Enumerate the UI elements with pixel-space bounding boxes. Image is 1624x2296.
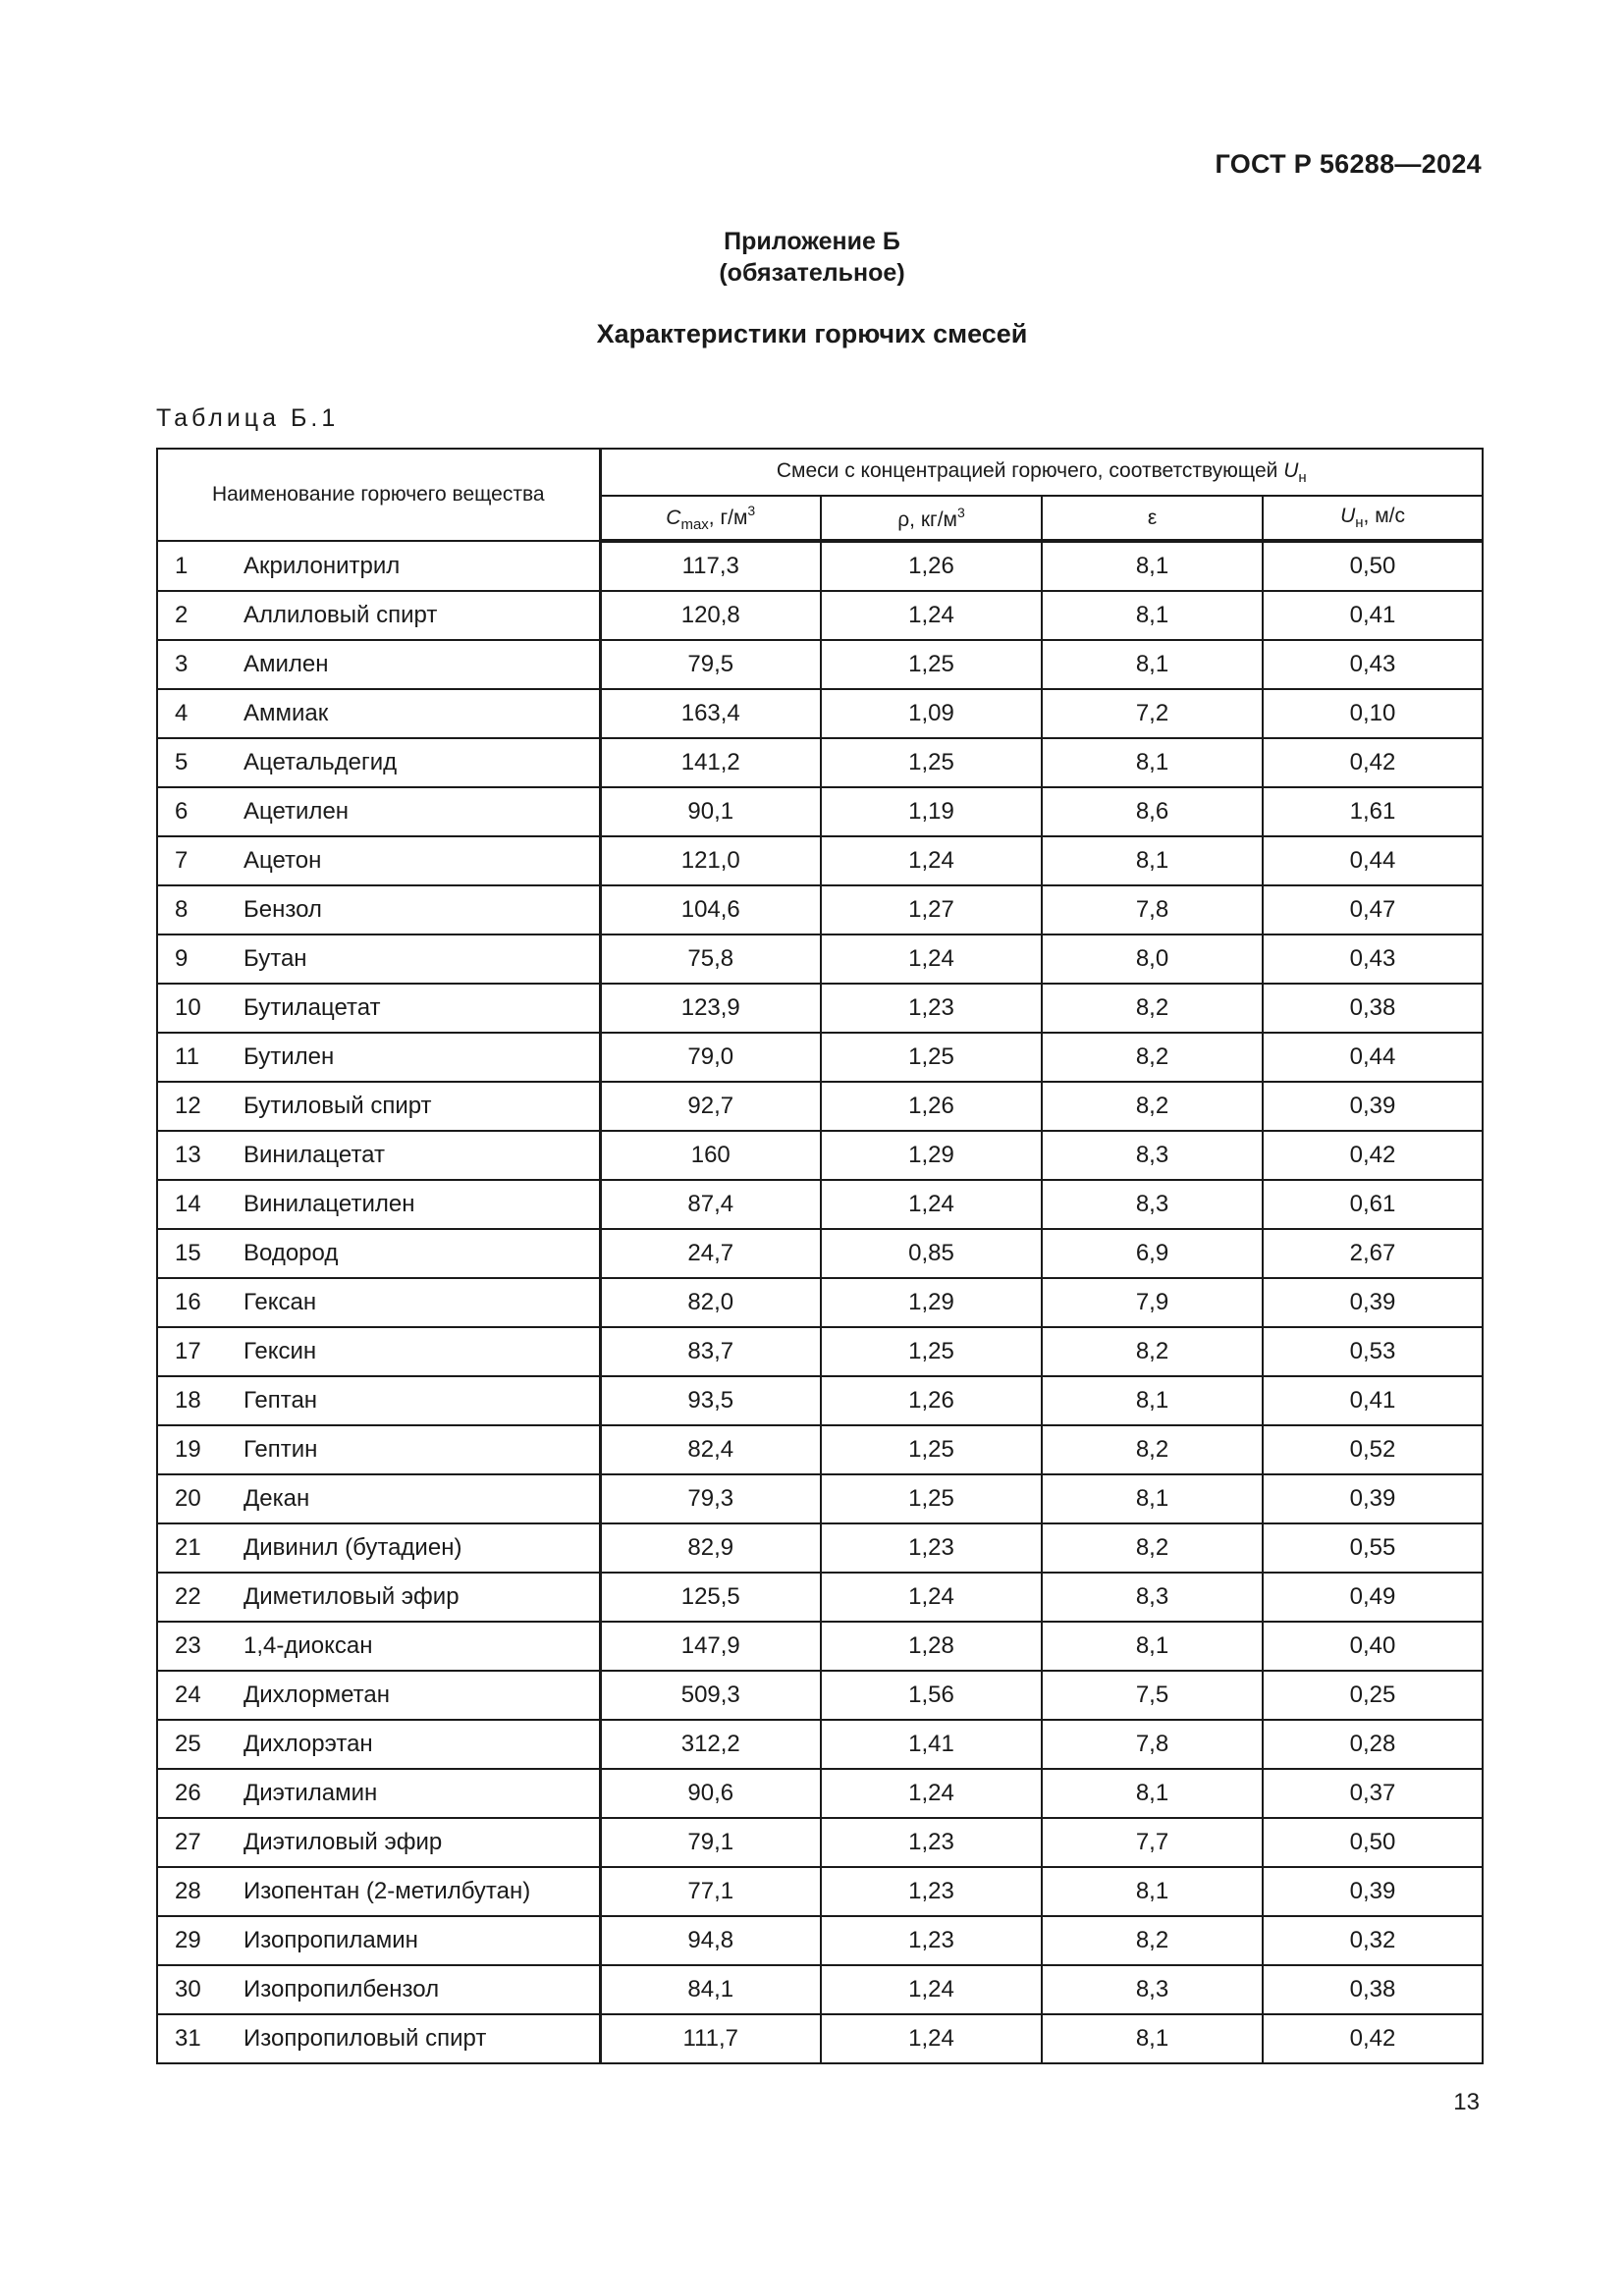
row-number-cell: 30 bbox=[157, 1965, 244, 2014]
density-cell: 1,23 bbox=[821, 1818, 1042, 1867]
table-row bbox=[157, 1622, 1483, 1671]
epsilon-cell: 8,0 bbox=[1042, 934, 1263, 984]
density-cell: 1,26 bbox=[821, 1376, 1042, 1425]
cmax-cell: 79,0 bbox=[600, 1033, 821, 1082]
burning-velocity-cell: 0,42 bbox=[1263, 738, 1483, 787]
substance-name-cell: Диэтиламин bbox=[244, 1769, 600, 1818]
burning-velocity-cell: 0,50 bbox=[1263, 1818, 1483, 1867]
epsilon-cell: 7,5 bbox=[1042, 1671, 1263, 1720]
burning-velocity-cell: 1,61 bbox=[1263, 787, 1483, 836]
epsilon-cell: 7,7 bbox=[1042, 1818, 1263, 1867]
row-number-cell: 6 bbox=[157, 787, 244, 836]
row-number-cell: 7 bbox=[157, 836, 244, 885]
table-row bbox=[157, 1180, 1483, 1229]
substance-name-cell: Гексан bbox=[244, 1278, 600, 1327]
density-cell: 1,23 bbox=[821, 1523, 1042, 1573]
epsilon-cell: 8,1 bbox=[1042, 1474, 1263, 1523]
characteristics-table bbox=[156, 448, 1484, 2064]
burning-velocity-cell: 0,28 bbox=[1263, 1720, 1483, 1769]
table-row bbox=[157, 885, 1483, 934]
density-cell: 1,24 bbox=[821, 1180, 1042, 1229]
row-number-cell: 14 bbox=[157, 1180, 244, 1229]
table-row bbox=[157, 1425, 1483, 1474]
table-row bbox=[157, 591, 1483, 640]
density-cell: 1,25 bbox=[821, 640, 1042, 689]
header-epsilon: ε bbox=[1042, 496, 1263, 541]
appendix-status: (обязательное) bbox=[719, 259, 905, 287]
epsilon-cell: 8,3 bbox=[1042, 1131, 1263, 1180]
epsilon-cell: 8,2 bbox=[1042, 1082, 1263, 1131]
epsilon-cell: 7,8 bbox=[1042, 1720, 1263, 1769]
row-number-cell: 2 bbox=[157, 591, 244, 640]
epsilon-cell: 8,2 bbox=[1042, 984, 1263, 1033]
substance-name-cell: Ацетон bbox=[244, 836, 600, 885]
table-row bbox=[157, 1523, 1483, 1573]
row-number-cell: 23 bbox=[157, 1622, 244, 1671]
header-mixture-group: Смеси с концентрацией горючего, соответствующей $U_н$ bbox=[600, 449, 1483, 496]
cmax-cell: 79,1 bbox=[600, 1818, 821, 1867]
substance-name-cell: Водород bbox=[244, 1229, 600, 1278]
burning-velocity-cell: 0,39 bbox=[1263, 1082, 1483, 1131]
density-cell: 1,23 bbox=[821, 984, 1042, 1033]
row-number-cell: 31 bbox=[157, 2014, 244, 2063]
density-cell: 1,24 bbox=[821, 836, 1042, 885]
cmax-cell: 82,0 bbox=[600, 1278, 821, 1327]
epsilon-cell: 8,6 bbox=[1042, 787, 1263, 836]
density-cell: 1,29 bbox=[821, 1131, 1042, 1180]
density-cell: 1,26 bbox=[821, 541, 1042, 591]
appendix-title: Приложение Б bbox=[724, 228, 900, 255]
substance-name-cell: Диметиловый эфир bbox=[244, 1573, 600, 1622]
substance-name-cell: Бутан bbox=[244, 934, 600, 984]
substance-name-cell: Гексин bbox=[244, 1327, 600, 1376]
row-number-cell: 25 bbox=[157, 1720, 244, 1769]
density-cell: 1,24 bbox=[821, 1769, 1042, 1818]
cmax-cell: 82,4 bbox=[600, 1425, 821, 1474]
epsilon-cell: 8,1 bbox=[1042, 1769, 1263, 1818]
cmax-cell: 312,2 bbox=[600, 1720, 821, 1769]
cmax-cell: 120,8 bbox=[600, 591, 821, 640]
burning-velocity-cell: 0,40 bbox=[1263, 1622, 1483, 1671]
burning-velocity-cell: 0,38 bbox=[1263, 1965, 1483, 2014]
epsilon-cell: 7,8 bbox=[1042, 885, 1263, 934]
cmax-cell: 141,2 bbox=[600, 738, 821, 787]
table-row bbox=[157, 1573, 1483, 1622]
density-cell: 1,19 bbox=[821, 787, 1042, 836]
substance-name-cell: Дивинил (бутадиен) bbox=[244, 1523, 600, 1573]
density-cell: 1,23 bbox=[821, 1867, 1042, 1916]
row-number-cell: 17 bbox=[157, 1327, 244, 1376]
row-number-cell: 5 bbox=[157, 738, 244, 787]
table-row bbox=[157, 1474, 1483, 1523]
density-cell: 1,24 bbox=[821, 1573, 1042, 1622]
substance-name-cell: Бутилен bbox=[244, 1033, 600, 1082]
density-cell: 1,24 bbox=[821, 2014, 1042, 2063]
density-cell: 1,26 bbox=[821, 1082, 1042, 1131]
density-cell: 1,25 bbox=[821, 1474, 1042, 1523]
substance-name-cell: Изопентан (2-метилбутан) bbox=[244, 1867, 600, 1916]
epsilon-cell: 8,1 bbox=[1042, 2014, 1263, 2063]
cmax-cell: 121,0 bbox=[600, 836, 821, 885]
burning-velocity-cell: 0,43 bbox=[1263, 640, 1483, 689]
substance-name-cell: Гептан bbox=[244, 1376, 600, 1425]
density-cell: 1,56 bbox=[821, 1671, 1042, 1720]
table-row bbox=[157, 1278, 1483, 1327]
substance-name-cell: Акрилонитрил bbox=[244, 541, 600, 591]
epsilon-cell: 8,1 bbox=[1042, 1867, 1263, 1916]
burning-velocity-cell: 0,42 bbox=[1263, 1131, 1483, 1180]
table-body bbox=[157, 541, 1483, 2063]
epsilon-cell: 8,3 bbox=[1042, 1573, 1263, 1622]
header-cmax: $C_{max}$, $г/м^3$ bbox=[600, 496, 821, 541]
burning-velocity-cell: 0,53 bbox=[1263, 1327, 1483, 1376]
substance-name-cell: Изопропилбензол bbox=[244, 1965, 600, 2014]
table-row bbox=[157, 1082, 1483, 1131]
cmax-cell: 75,8 bbox=[600, 934, 821, 984]
substance-name-cell: Винилацетат bbox=[244, 1131, 600, 1180]
epsilon-cell: 8,3 bbox=[1042, 1180, 1263, 1229]
density-cell: 1,41 bbox=[821, 1720, 1042, 1769]
cmax-cell: 163,4 bbox=[600, 689, 821, 738]
table-row bbox=[157, 1327, 1483, 1376]
substance-name-cell: Декан bbox=[244, 1474, 600, 1523]
substance-name-cell: Аммиак bbox=[244, 689, 600, 738]
substance-name-cell: Диэтиловый эфир bbox=[244, 1818, 600, 1867]
cmax-cell: 79,5 bbox=[600, 640, 821, 689]
epsilon-cell: 6,9 bbox=[1042, 1229, 1263, 1278]
burning-velocity-cell: 0,41 bbox=[1263, 1376, 1483, 1425]
cmax-cell: 77,1 bbox=[600, 1867, 821, 1916]
header-density: ρ, $кг/м^3$ bbox=[821, 496, 1042, 541]
header-substance-name: Наименование горючего вещества bbox=[157, 449, 600, 541]
substance-name-cell: Изопропиламин bbox=[244, 1916, 600, 1965]
cmax-cell: 87,4 bbox=[600, 1180, 821, 1229]
table-row bbox=[157, 1867, 1483, 1916]
burning-velocity-cell: 0,52 bbox=[1263, 1425, 1483, 1474]
row-number-cell: 13 bbox=[157, 1131, 244, 1180]
burning-velocity-cell: 0,61 bbox=[1263, 1180, 1483, 1229]
density-cell: 1,24 bbox=[821, 1965, 1042, 2014]
table-row bbox=[157, 836, 1483, 885]
row-number-cell: 10 bbox=[157, 984, 244, 1033]
standard-designation: ГОСТ Р 56288—2024 bbox=[1215, 149, 1482, 179]
table-row bbox=[157, 1376, 1483, 1425]
substance-name-cell: Ацетальдегид bbox=[244, 738, 600, 787]
row-number-cell: 16 bbox=[157, 1278, 244, 1327]
cmax-cell: 84,1 bbox=[600, 1965, 821, 2014]
burning-velocity-cell: 0,32 bbox=[1263, 1916, 1483, 1965]
cmax-cell: 117,3 bbox=[600, 541, 821, 591]
row-number-cell: 12 bbox=[157, 1082, 244, 1131]
table-row bbox=[157, 1818, 1483, 1867]
epsilon-cell: 8,2 bbox=[1042, 1523, 1263, 1573]
table-row bbox=[157, 1965, 1483, 2014]
burning-velocity-cell: 0,41 bbox=[1263, 591, 1483, 640]
substance-name-cell: Гептин bbox=[244, 1425, 600, 1474]
burning-velocity-cell: 0,37 bbox=[1263, 1769, 1483, 1818]
table-row bbox=[157, 934, 1483, 984]
density-cell: 1,24 bbox=[821, 934, 1042, 984]
burning-velocity-cell: 0,44 bbox=[1263, 1033, 1483, 1082]
cmax-cell: 125,5 bbox=[600, 1573, 821, 1622]
epsilon-cell: 8,1 bbox=[1042, 541, 1263, 591]
table-row bbox=[157, 1671, 1483, 1720]
cmax-cell: 82,9 bbox=[600, 1523, 821, 1573]
table-row bbox=[157, 984, 1483, 1033]
epsilon-cell: 8,2 bbox=[1042, 1425, 1263, 1474]
row-number-cell: 28 bbox=[157, 1867, 244, 1916]
row-number-cell: 8 bbox=[157, 885, 244, 934]
density-cell: 1,25 bbox=[821, 1327, 1042, 1376]
burning-velocity-cell: 0,50 bbox=[1263, 541, 1483, 591]
section-title: Характеристики горючих смесей bbox=[596, 319, 1028, 348]
row-number-cell: 29 bbox=[157, 1916, 244, 1965]
density-cell: 1,25 bbox=[821, 1425, 1042, 1474]
appendix-heading bbox=[0, 226, 1624, 289]
burning-velocity-cell: 0,39 bbox=[1263, 1474, 1483, 1523]
substance-name-cell: Винилацетилен bbox=[244, 1180, 600, 1229]
table-row bbox=[157, 738, 1483, 787]
burning-velocity-cell: 0,39 bbox=[1263, 1278, 1483, 1327]
epsilon-cell: 8,3 bbox=[1042, 1965, 1263, 2014]
table-row bbox=[157, 640, 1483, 689]
epsilon-cell: 7,2 bbox=[1042, 689, 1263, 738]
burning-velocity-cell: 0,49 bbox=[1263, 1573, 1483, 1622]
density-cell: 1,09 bbox=[821, 689, 1042, 738]
epsilon-cell: 8,1 bbox=[1042, 640, 1263, 689]
table-row bbox=[157, 541, 1483, 591]
table-label: Таблица Б.1 bbox=[156, 404, 340, 432]
epsilon-cell: 7,9 bbox=[1042, 1278, 1263, 1327]
row-number-cell: 11 bbox=[157, 1033, 244, 1082]
row-number-cell: 9 bbox=[157, 934, 244, 984]
density-cell: 1,29 bbox=[821, 1278, 1042, 1327]
epsilon-cell: 8,1 bbox=[1042, 836, 1263, 885]
cmax-cell: 90,1 bbox=[600, 787, 821, 836]
substance-name-cell: Дихлорэтан bbox=[244, 1720, 600, 1769]
burning-velocity-cell: 0,44 bbox=[1263, 836, 1483, 885]
cmax-cell: 90,6 bbox=[600, 1769, 821, 1818]
row-number-cell: 24 bbox=[157, 1671, 244, 1720]
burning-velocity-cell: 0,39 bbox=[1263, 1867, 1483, 1916]
substance-name-cell: Бутилацетат bbox=[244, 984, 600, 1033]
table-row bbox=[157, 1916, 1483, 1965]
burning-velocity-cell: 0,42 bbox=[1263, 2014, 1483, 2063]
density-cell: 1,23 bbox=[821, 1916, 1042, 1965]
table-row bbox=[157, 689, 1483, 738]
substance-name-cell: Амилен bbox=[244, 640, 600, 689]
substance-name-cell: Бензол bbox=[244, 885, 600, 934]
epsilon-cell: 8,1 bbox=[1042, 1622, 1263, 1671]
burning-velocity-cell: 0,55 bbox=[1263, 1523, 1483, 1573]
cmax-cell: 83,7 bbox=[600, 1327, 821, 1376]
epsilon-cell: 8,1 bbox=[1042, 1376, 1263, 1425]
epsilon-cell: 8,2 bbox=[1042, 1033, 1263, 1082]
density-cell: 1,25 bbox=[821, 1033, 1042, 1082]
table-row bbox=[157, 2014, 1483, 2063]
cmax-cell: 160 bbox=[600, 1131, 821, 1180]
substance-name-cell: 1,4-диоксан bbox=[244, 1622, 600, 1671]
table-row bbox=[157, 1131, 1483, 1180]
cmax-cell: 147,9 bbox=[600, 1622, 821, 1671]
row-number-cell: 18 bbox=[157, 1376, 244, 1425]
row-number-cell: 4 bbox=[157, 689, 244, 738]
cmax-cell: 92,7 bbox=[600, 1082, 821, 1131]
density-cell: 1,25 bbox=[821, 738, 1042, 787]
burning-velocity-cell: 0,25 bbox=[1263, 1671, 1483, 1720]
substance-name-cell: Аллиловый спирт bbox=[244, 591, 600, 640]
burning-velocity-cell: 0,10 bbox=[1263, 689, 1483, 738]
density-cell: 0,85 bbox=[821, 1229, 1042, 1278]
substance-name-cell: Дихлорметан bbox=[244, 1671, 600, 1720]
density-cell: 1,27 bbox=[821, 885, 1042, 934]
cmax-cell: 93,5 bbox=[600, 1376, 821, 1425]
table-row bbox=[157, 1769, 1483, 1818]
cmax-cell: 111,7 bbox=[600, 2014, 821, 2063]
table-row bbox=[157, 1229, 1483, 1278]
row-number-cell: 26 bbox=[157, 1769, 244, 1818]
burning-velocity-cell: 0,43 bbox=[1263, 934, 1483, 984]
row-number-cell: 22 bbox=[157, 1573, 244, 1622]
burning-velocity-cell: 0,47 bbox=[1263, 885, 1483, 934]
burning-velocity-cell: 0,38 bbox=[1263, 984, 1483, 1033]
density-cell: 1,28 bbox=[821, 1622, 1042, 1671]
substance-name-cell: Изопропиловый спирт bbox=[244, 2014, 600, 2063]
row-number-cell: 20 bbox=[157, 1474, 244, 1523]
header-burning-velocity: $U_н$, м/с bbox=[1263, 496, 1483, 541]
cmax-cell: 123,9 bbox=[600, 984, 821, 1033]
cmax-cell: 94,8 bbox=[600, 1916, 821, 1965]
cmax-cell: 24,7 bbox=[600, 1229, 821, 1278]
cmax-cell: 104,6 bbox=[600, 885, 821, 934]
table-row bbox=[157, 1033, 1483, 1082]
substance-name-cell: Ацетилен bbox=[244, 787, 600, 836]
epsilon-cell: 8,2 bbox=[1042, 1916, 1263, 1965]
row-number-cell: 1 bbox=[157, 541, 244, 591]
row-number-cell: 19 bbox=[157, 1425, 244, 1474]
epsilon-cell: 8,1 bbox=[1042, 738, 1263, 787]
row-number-cell: 3 bbox=[157, 640, 244, 689]
table-row bbox=[157, 787, 1483, 836]
row-number-cell: 27 bbox=[157, 1818, 244, 1867]
burning-velocity-cell: 2,67 bbox=[1263, 1229, 1483, 1278]
density-cell: 1,24 bbox=[821, 591, 1042, 640]
epsilon-cell: 8,2 bbox=[1042, 1327, 1263, 1376]
page-number: 13 bbox=[1453, 2089, 1480, 2115]
cmax-cell: 79,3 bbox=[600, 1474, 821, 1523]
table-row bbox=[157, 1720, 1483, 1769]
epsilon-cell: 8,1 bbox=[1042, 591, 1263, 640]
row-number-cell: 21 bbox=[157, 1523, 244, 1573]
row-number-cell: 15 bbox=[157, 1229, 244, 1278]
cmax-cell: 509,3 bbox=[600, 1671, 821, 1720]
substance-name-cell: Бутиловый спирт bbox=[244, 1082, 600, 1131]
